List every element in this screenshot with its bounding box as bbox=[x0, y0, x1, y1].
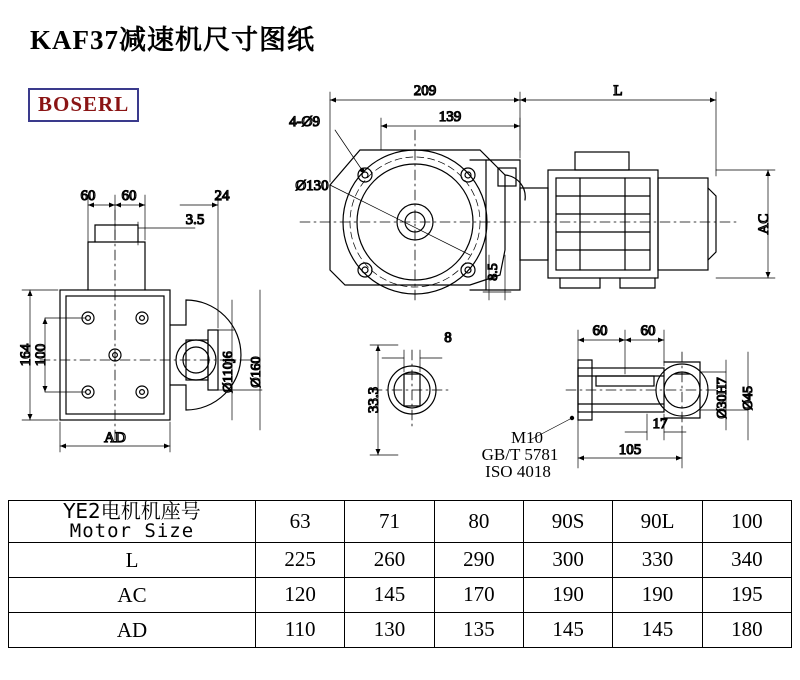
cell: 63 bbox=[256, 501, 345, 543]
dim-110j6: Ø110j6 bbox=[221, 351, 236, 393]
cell: 80 bbox=[434, 501, 523, 543]
dim-130: Ø130 bbox=[295, 178, 329, 194]
cell: 300 bbox=[523, 542, 612, 577]
dim-r60b: 60 bbox=[640, 323, 656, 339]
dim-209: 209 bbox=[413, 83, 437, 99]
row-header-AC: AC bbox=[9, 577, 256, 612]
table-row bbox=[9, 612, 792, 647]
dim-AD: AD bbox=[104, 430, 126, 446]
table-row bbox=[9, 501, 792, 543]
row-header-motor-size bbox=[9, 501, 256, 543]
callout-iso: ISO 4018 bbox=[485, 462, 551, 481]
callout-m10: M10 bbox=[510, 428, 544, 447]
dim-105: 105 bbox=[618, 442, 642, 458]
dim-8: 8 bbox=[444, 330, 452, 346]
dim-33-3: 33.3 bbox=[366, 386, 382, 414]
dim-45: Ø45 bbox=[741, 385, 756, 411]
row-header-en: Motor Size bbox=[69, 520, 195, 542]
cell: 100 bbox=[702, 501, 791, 543]
row-header-L: L bbox=[9, 542, 256, 577]
table-row bbox=[9, 577, 792, 612]
table-row bbox=[9, 542, 792, 577]
cell: 340 bbox=[702, 542, 791, 577]
cell: 90L bbox=[613, 501, 702, 543]
dim-AC: AC bbox=[756, 213, 772, 235]
cell: 145 bbox=[613, 612, 702, 647]
dim-8-5: 8.5 bbox=[486, 263, 501, 281]
dim-left-24: 24 bbox=[214, 188, 230, 204]
cell: 260 bbox=[345, 542, 434, 577]
cell: 71 bbox=[345, 501, 434, 543]
cell: 190 bbox=[523, 577, 612, 612]
dim-100: 100 bbox=[33, 343, 49, 367]
cell: 130 bbox=[345, 612, 434, 647]
callout-gbt: GB/T 5781 bbox=[481, 445, 559, 464]
dim-160: Ø160 bbox=[249, 356, 264, 388]
row-header-AD: AD bbox=[9, 612, 256, 647]
cell: 330 bbox=[613, 542, 702, 577]
dim-left-60a: 60 bbox=[80, 188, 96, 204]
dim-30H7: Ø30H7 bbox=[715, 377, 730, 419]
dim-left-3-5: 3.5 bbox=[185, 212, 205, 228]
specification-table bbox=[8, 500, 792, 648]
cell: 180 bbox=[702, 612, 791, 647]
dim-left-60b: 60 bbox=[121, 188, 137, 204]
cell: 170 bbox=[434, 577, 523, 612]
cell: 290 bbox=[434, 542, 523, 577]
page-title: KAF37减速机尺寸图纸 bbox=[30, 25, 315, 55]
cell: 120 bbox=[256, 577, 345, 612]
cell: 225 bbox=[256, 542, 345, 577]
cell: 145 bbox=[523, 612, 612, 647]
row-header-cn: YE2电机机座号 bbox=[63, 499, 201, 523]
cell: 135 bbox=[434, 612, 523, 647]
dim-r60a: 60 bbox=[592, 323, 608, 339]
brand-logo: BOSERL bbox=[28, 88, 139, 122]
cell: 190 bbox=[613, 577, 702, 612]
cell: 195 bbox=[702, 577, 791, 612]
cell: 110 bbox=[256, 612, 345, 647]
cell: 90S bbox=[523, 501, 612, 543]
dim-4-d9: 4-Ø9 bbox=[289, 114, 320, 130]
dim-139: 139 bbox=[438, 109, 462, 125]
dim-L: L bbox=[613, 83, 623, 99]
dim-164: 164 bbox=[18, 343, 34, 367]
cell: 145 bbox=[345, 577, 434, 612]
dim-17: 17 bbox=[652, 416, 668, 432]
